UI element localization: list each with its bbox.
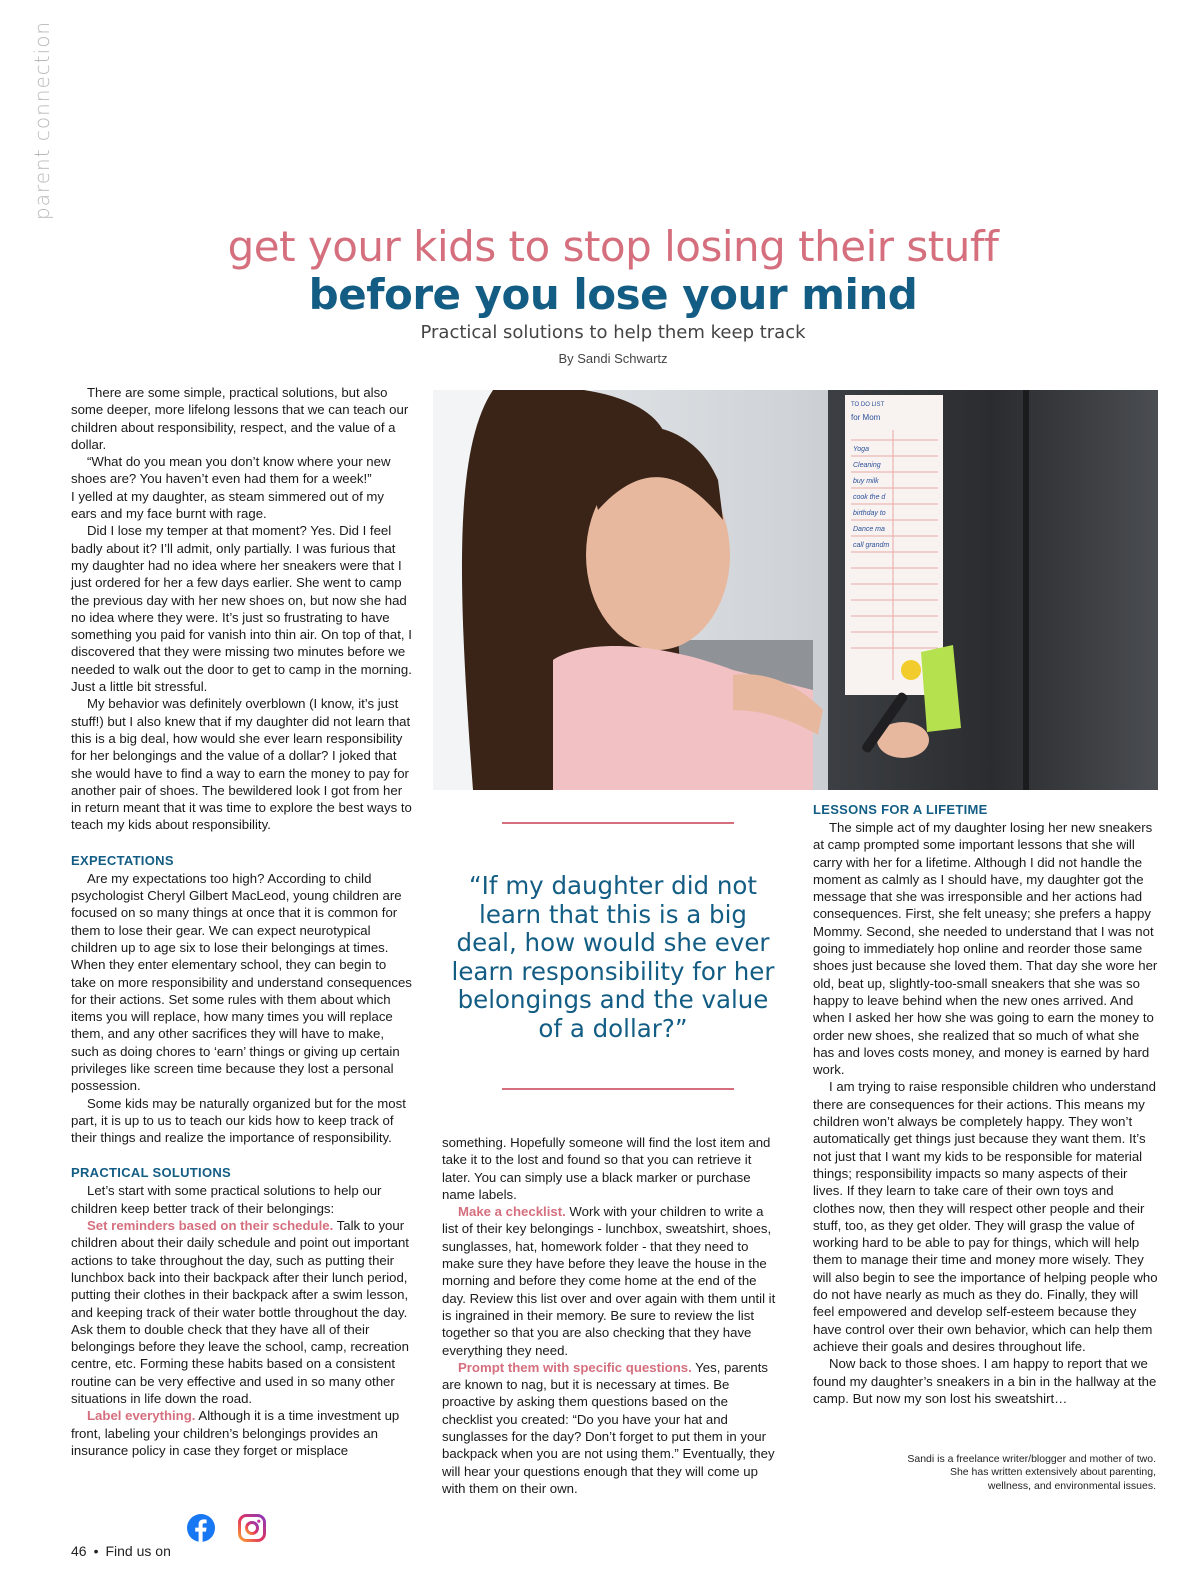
paragraph-text: Work with your children to write a list of their key belongings - lunchbox, sweatshirt, shoes, sunglasses, hat, homework folder - that they need to make sure they have before they leave the house in the morning and before they come home at the end of the day. Review this list over and over again with them until it is ingrained in their memory. Be sure to review the list together so that you are also checking that they have everything they need. bbox=[442, 1204, 776, 1358]
article-column-1 bbox=[71, 384, 413, 1459]
chart-item: call grandm bbox=[853, 542, 890, 549]
lead-in: Prompt them with specific questions. bbox=[458, 1359, 692, 1375]
paragraph: There are some simple, practical solutions, but also some deeper, more lifelong lessons that we can teach our children about responsibility, respect, and the value of a dollar. bbox=[71, 385, 409, 452]
pull-quote-rule-top bbox=[502, 822, 734, 824]
paragraph: something. Hopefully someone will find the lost item and take it to the lost and found so that you can retrieve it later. You can simply use a black marker or purchase name labels. bbox=[442, 1135, 771, 1202]
lead-in: Make a checklist. bbox=[458, 1204, 566, 1220]
find-us-label: Find us on bbox=[105, 1543, 171, 1559]
instagram-icon[interactable] bbox=[238, 1514, 266, 1542]
paragraph-text: Although it is a time investment up front, labeling your children’s belongings provides an insurance policy in case they forget or misplace bbox=[71, 1408, 400, 1458]
bio-line: She has written extensively about parenting, bbox=[949, 1466, 1156, 1479]
section-heading-practical-solutions: PRACTICAL SOLUTIONS bbox=[71, 1165, 232, 1181]
chart-title: TO DO LIST bbox=[851, 402, 885, 408]
section-heading-expectations: EXPECTATIONS bbox=[71, 852, 174, 868]
paragraph bbox=[442, 1359, 782, 1497]
page-footer bbox=[71, 1543, 171, 1559]
article-column-3 bbox=[813, 801, 1158, 1407]
paragraph bbox=[71, 1217, 413, 1407]
chart-item: Dance ma bbox=[853, 526, 885, 533]
chart-item: Cleaning bbox=[853, 462, 881, 469]
chart-item: Yoga bbox=[853, 446, 869, 453]
paragraph: Now back to those shoes. I am happy to report that we found my daughter’s sneakers in a bin in the hallway at the camp. But now my son lost his sweatshirt… bbox=[813, 1356, 1157, 1406]
footer-bullet: • bbox=[93, 1543, 99, 1559]
subheadline: Practical solutions to help them keep track bbox=[420, 322, 806, 343]
paragraph bbox=[442, 1203, 782, 1359]
lead-in: Label everything. bbox=[87, 1408, 196, 1424]
section-heading-lessons: LESSONS FOR A LIFETIME bbox=[813, 802, 988, 817]
author-bio bbox=[820, 1453, 1156, 1493]
lead-in: Set reminders based on their schedule. bbox=[87, 1218, 334, 1234]
paragraph-text: Yes, parents are known to nag, but it is necessary at times. Be proactive by asking them questions based on the checklist you created: “Do you have your hat and sunglasses for the day? Don’t forget to put them in your backpack when you are not using them.” Eventually, they will hear your questions enough that they will come up with them on their own. bbox=[442, 1359, 775, 1496]
pull-quote-rule-bottom bbox=[502, 1088, 734, 1090]
chart-item: birthday to bbox=[853, 510, 886, 517]
chart-item: cook the d bbox=[853, 494, 886, 501]
bio-line: wellness, and environmental issues. bbox=[987, 1479, 1156, 1492]
pull-quote: “If my daughter did not learn that this is a big deal, how would she ever learn responsibility for her belongings and the value of a dollar?” bbox=[451, 871, 775, 1043]
paragraph: Some kids may be naturally organized but for the most part, it is up to us to teach our kids how to keep track of their things and realize the importance of responsibility. bbox=[71, 1095, 406, 1146]
facebook-icon[interactable] bbox=[187, 1514, 215, 1542]
paragraph: My behavior was definitely overblown (I know, it’s just stuff!) but I also knew that if my daughter did not learn that this is a big deal, how would she ever learn responsibility for her belongings and the value of a dollar? I joked that she would have to find a way to earn the money to pay for another pair of shoes. The bewildered look I got from her in return meant that it was time to explore the best ways to teach my kids about responsibility. bbox=[71, 696, 412, 833]
chart-item: buy milk bbox=[853, 478, 879, 485]
bio-line: Sandi is a freelance writer/blogger and mother of two. bbox=[907, 1453, 1156, 1465]
paragraph: I am trying to raise responsible children who understand there are consequences for their actions. This means my children won’t always be completely happy. They won’t automatically get things just because they want them. It’s not just that I want my kids to be responsible for material things; responsibility impacts so many aspects of their lives. If they learn to take care of their own toys and clothes now, then they will respect other people and their stuff, too, as they get older. They will grasp the value of working hard to be able to pay for things, which will help them to manage their time and money more wisely. They will also begin to see the importance of helping people who do not have nearly as much as they do. Finally, they will feel empowered and develop self-esteem because they have control over their own behavior, which can help them achieve their goals and desires throughout life. bbox=[813, 1079, 1158, 1354]
paragraph: “What do you mean you don’t know where your new shoes are? You haven’t even had them for a week!” bbox=[71, 454, 391, 487]
chart-for: for Mom bbox=[851, 413, 881, 422]
paragraph bbox=[71, 1407, 413, 1459]
headline-line-1: get your kids to stop losing their stuff bbox=[227, 222, 999, 271]
paragraph: Did I lose my temper at that moment? Yes. Did I feel badly about it? I’ll admit, only partially. I was furious that my daughter had no idea where her sneakers were that I just ordered for her a few days earlier. She went to camp the previous day with her new shoes on, but now she had no idea where they were. It’s just so frustrating to have something you paid for vanish into thin air. On top of that, I discovered that they were missing two minutes before we needed to walk out the door to get to camp in the morning. Just a little bit stressful. bbox=[71, 523, 412, 695]
paragraph: I yelled at my daughter, as steam simmered out of my ears and my face burnt with rage. bbox=[71, 488, 384, 522]
paragraph: The simple act of my daughter losing her new sneakers at camp prompted some important lessons that she will carry with her for a lifetime. Although I did not handle the moment as calmly as I should have, my daughter got the message that she was irresponsible and her actions had consequences. First, she felt uneasy; she prefers a happy Mommy. Second, she needed to understand that I was not going to immediately hop online and reorder those same shoes just because she loved them. That day she wore her old, beat up, slightly-too-small sneakers that she was so happy to leave behind when the new ones arrived. And when I asked her how she was going to earn the money to order new shoes, she realized that so much of what she has and loves costs money, and money is earned by hard work. bbox=[813, 820, 1158, 1078]
headline-line-2: before you lose your mind bbox=[308, 270, 918, 319]
paragraph: Are my expectations too high? According to child psychologist Cheryl Gilbert MacLeod, young children are focused on so many things at once that it is common for them to lose their gear. We can expect neurotypical children up to age six to lose their belongings at times. When they enter elementary school, they can begin to take on more responsibility and understand consequences for their actions. Set some rules with them about which items you will replace, how many times you will replace them, and any other sacrifices they will have to make, such as doing chores to ‘earn’ things or giving up certain privileges like screen time because they lost a personal possession. bbox=[71, 870, 412, 1094]
article-column-2 bbox=[442, 1134, 782, 1497]
byline: By Sandi Schwartz bbox=[558, 351, 668, 366]
page-number: 46 bbox=[71, 1543, 87, 1559]
paragraph: Let’s start with some practical solutions to help our children keep better track of their belongings: bbox=[71, 1183, 382, 1216]
paragraph-text: Talk to your children about their daily schedule and point out important actions to take throughout the day, such as putting their lunchbox back into their backpack after their lunch period, putting their clothes in their backpack after a swim lesson, and keeping track of their water bottle throughout the day. Ask them to double check that they have all of their belongings before they leave the school, camp, recreation centre, etc. Forming these habits based on a consistent routine can be very effective and used in so many other situations in life down the road. bbox=[71, 1218, 409, 1407]
section-tag: parent connection bbox=[30, 20, 54, 220]
article-photo bbox=[433, 390, 1158, 790]
photo-illustration bbox=[433, 390, 1158, 790]
